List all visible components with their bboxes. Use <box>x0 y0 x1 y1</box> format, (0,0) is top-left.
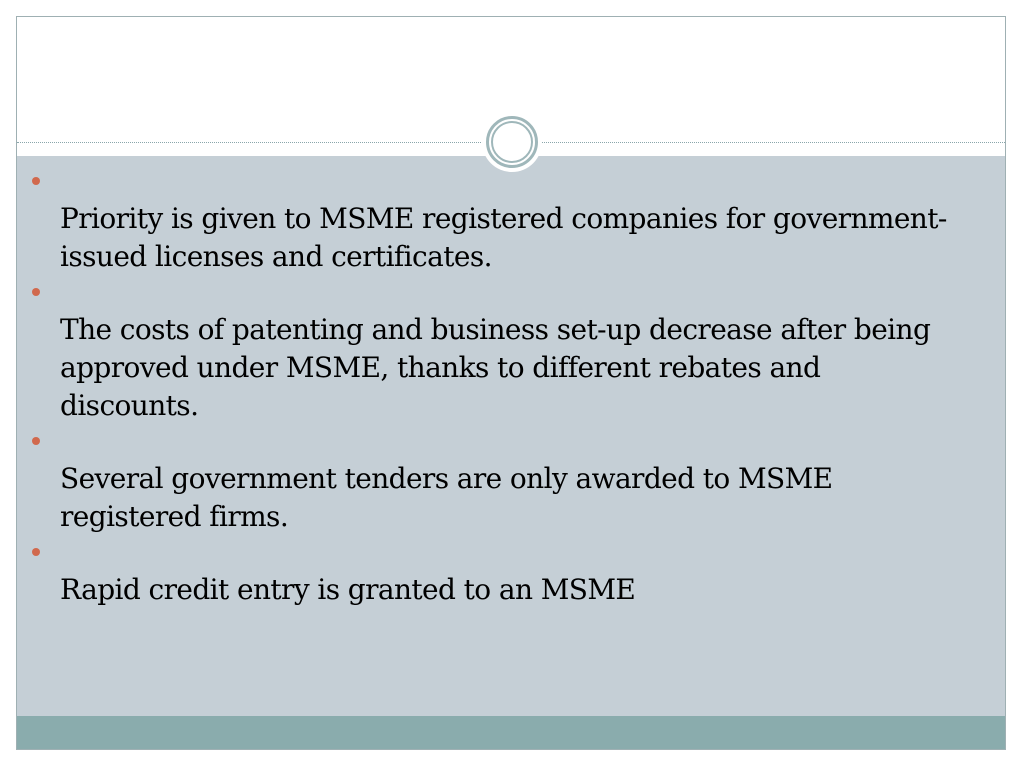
bullet-text: Rapid credit entry is granted to an MSME <box>60 573 636 606</box>
bullet-dot-icon <box>32 548 40 556</box>
list-item <box>28 288 958 425</box>
circle-ornament-inner-ring <box>491 121 533 163</box>
bullet-dot-icon <box>32 288 40 296</box>
list-item <box>28 177 958 276</box>
footer-band <box>17 716 1005 750</box>
bullet-text: Several government tenders are only awarded to MSME registered firms. <box>60 462 833 533</box>
list-item <box>28 548 958 609</box>
list-item <box>28 437 958 536</box>
bullet-dot-icon <box>32 437 40 445</box>
bullet-dot-icon <box>32 177 40 185</box>
bullet-list <box>28 167 958 621</box>
bullet-text: The costs of patenting and business set-up decrease after being approved under MSME, thanks to different rebates and discounts. <box>60 313 931 422</box>
bullet-text: Priority is given to MSME registered companies for government-issued licenses and certificates. <box>60 202 947 273</box>
